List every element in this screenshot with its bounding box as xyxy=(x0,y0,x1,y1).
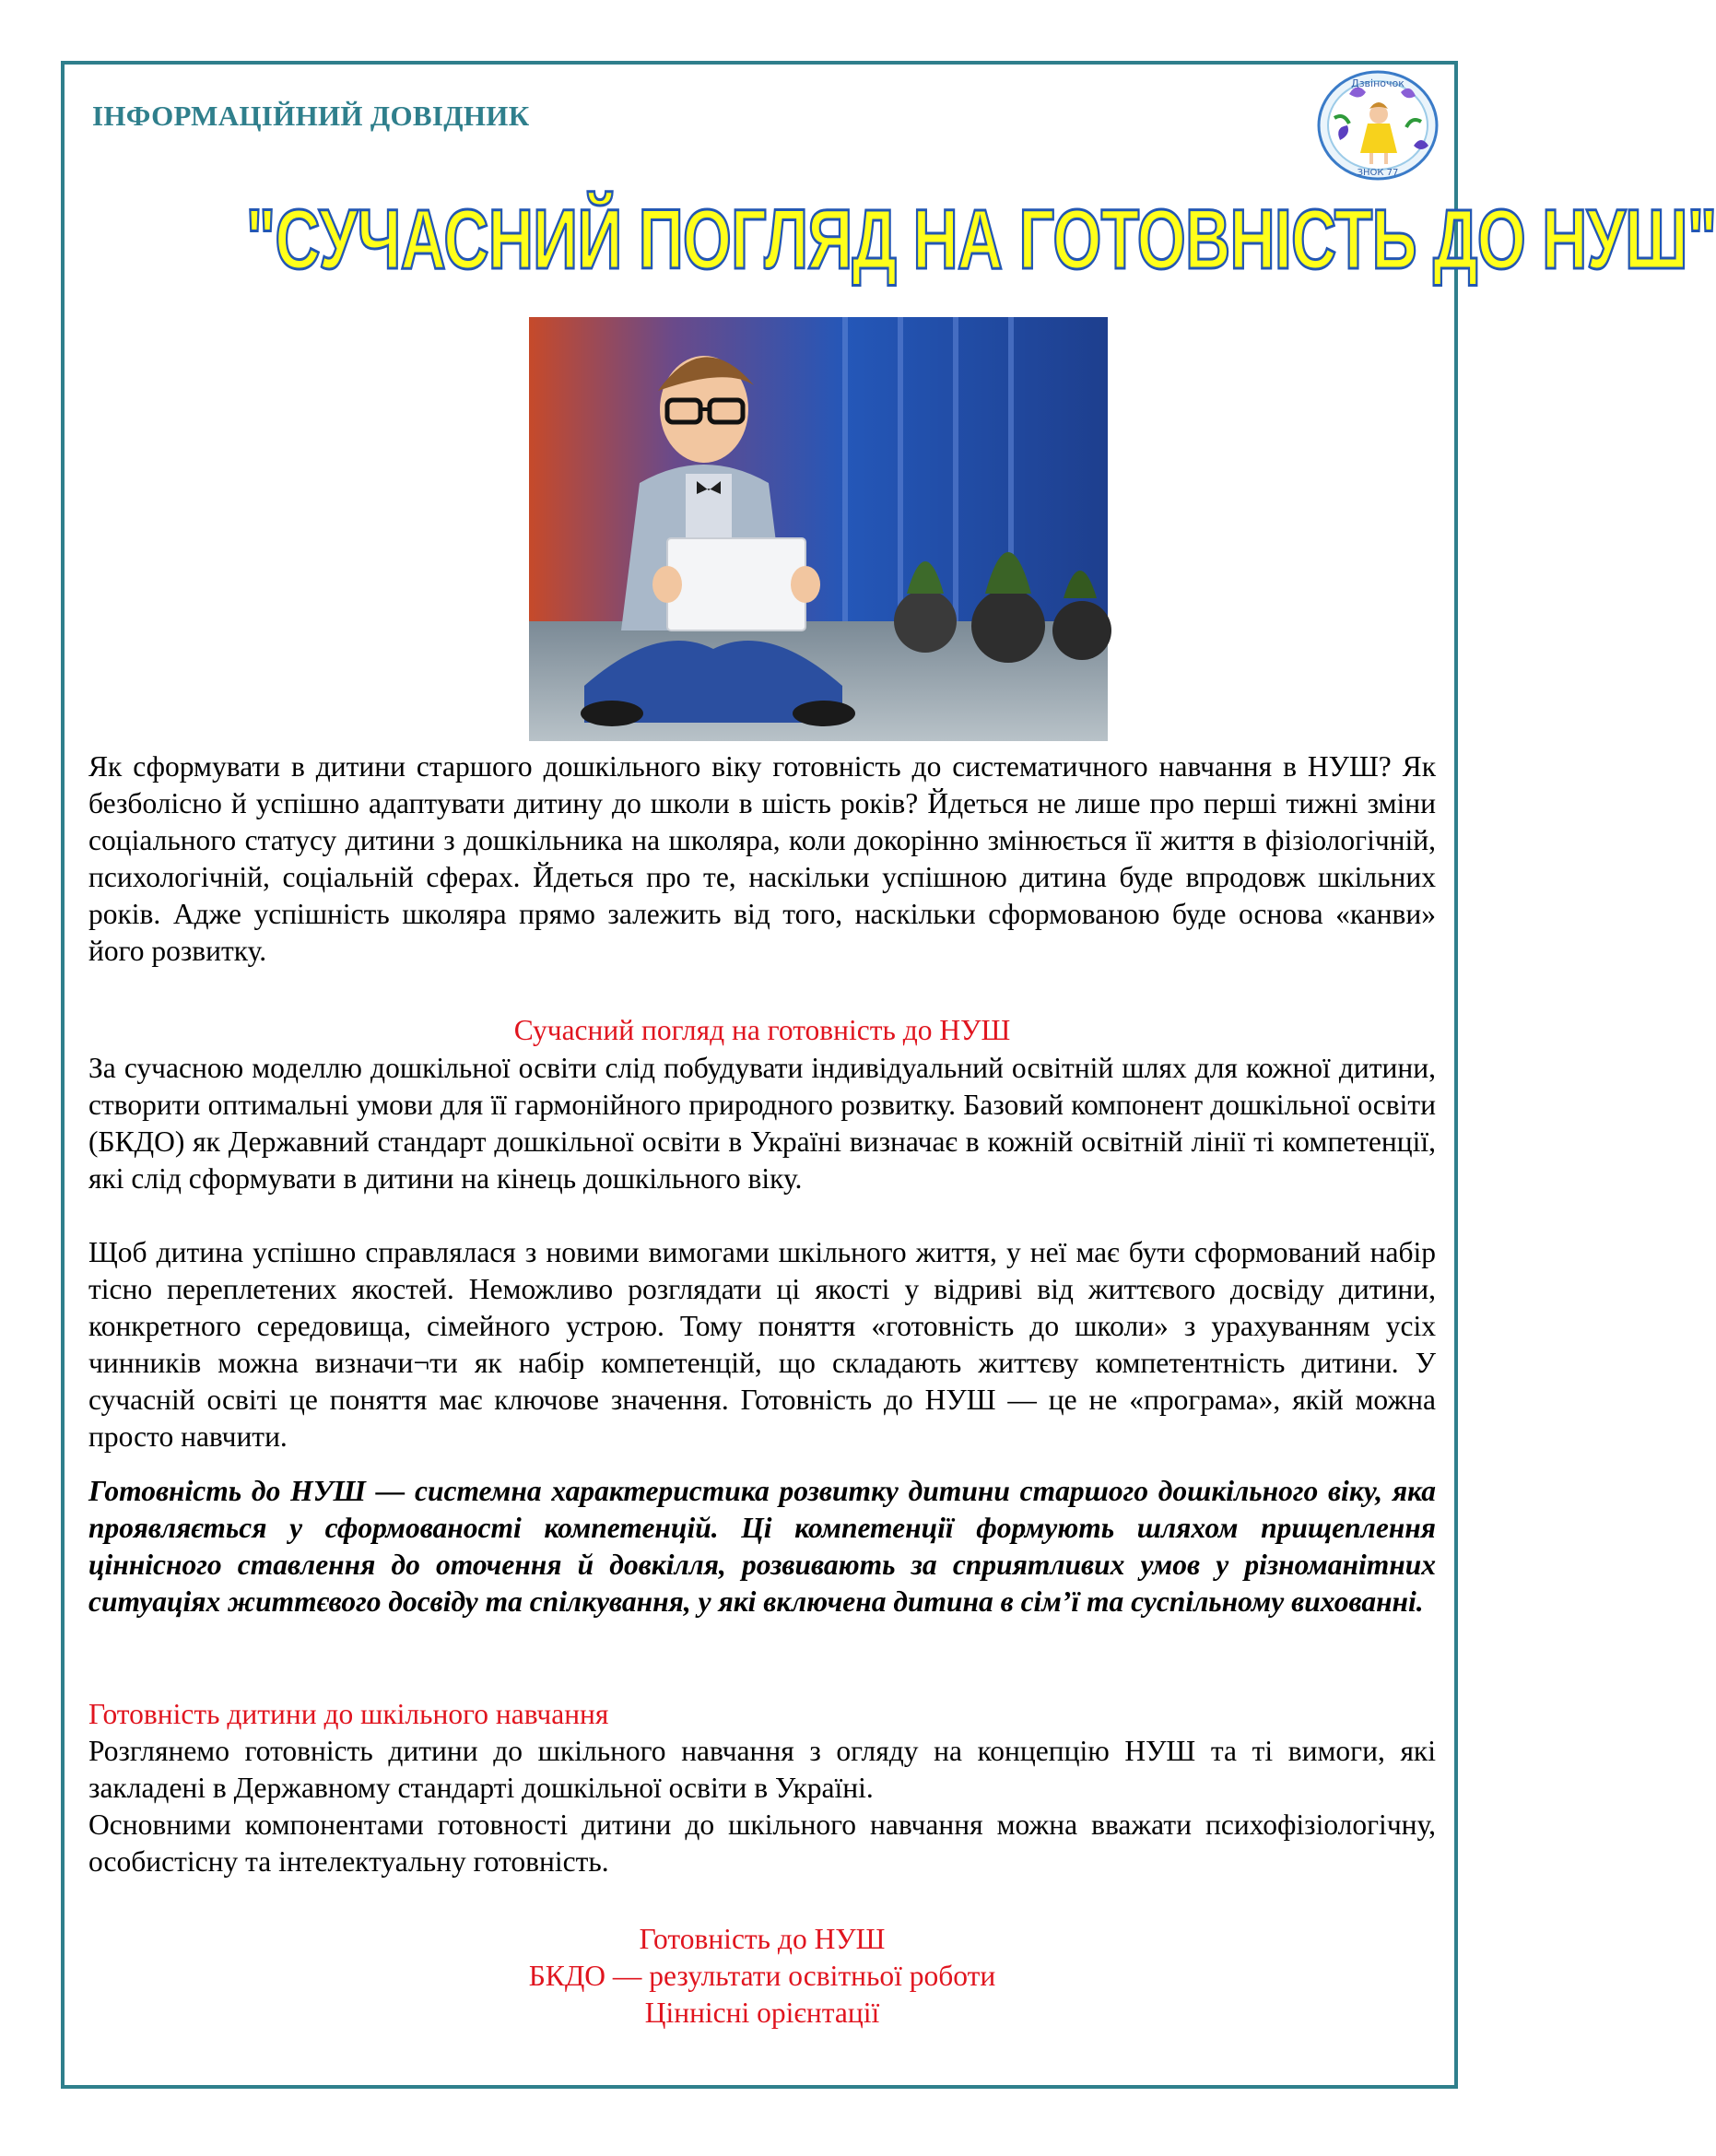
svg-text:Дзвіночок: Дзвіночок xyxy=(1351,77,1405,89)
section2-heading: Готовність дитини до шкільного навчання xyxy=(88,1698,609,1730)
main-title: "СУЧАСНИЙ ПОГЛЯД НА ГОТОВНІСТЬ ДО НУШ" xyxy=(245,193,1716,287)
footer-line-3: Ціннісні орієнтації xyxy=(644,1997,880,2029)
section1-paragraph-2: Щоб дитина успішно справлялася з новими вимогами шкільного життя, у неї має бути сформований набір тісно переплетених якостей. Неможливо розглядати ці якості у відриві від життєвого досвіду дитини, конкретного середовища, сімейного устрою. Тому поняття «готовність до школи» з урахуванням усіх чинників можна визначи¬ти як набір компетенцій, що складають життєву компетентність дитини. У сучасній освіті це поняття має ключове значення. Готовність до НУШ — це не «програма», якій можна просто навчити. xyxy=(88,1236,1436,1453)
footer-line-2: БКДО — результати освітньої роботи xyxy=(528,1960,996,1992)
boy-with-laptop-photo xyxy=(529,317,1108,741)
intro-paragraph: Як сформувати в дитини старшого дошкільного віку готовність до систематичного навчання в НУШ? Як безболісно й успішно адаптувати дитину до школи в шість років? Йдеться не лише про перші тижні зміни соціального статусу дитини з дошкільника на школяра, коли докорінно змінюється її життя в фізіологічній, психологічній, соціальній сферах. Йдеться про те, наскільки успішною дитина буде впродовж шкільних років. Адже успішність школяра прямо залежить від того, наскільки сформованою буде основа «канви» його розвитку. xyxy=(88,750,1436,967)
footer-line-1: Готовність до НУШ xyxy=(639,1923,886,1955)
svg-text:ЗНОК 77: ЗНОК 77 xyxy=(1357,168,1399,178)
section1-definition: Готовність до НУШ — системна характеристика розвитку дитини старшого дошкільного віку, яка проявляється у сформованості компетенцій. Ці компетенції формують шляхом прищеплення ціннісного ставлення до оточення й довкілля, розвивають за сприятливих умов у різноманітних ситуаціях життєвого досвіду та спілкування, у які включена дитина в сім’ї та суспільному вихованні. xyxy=(88,1475,1436,1618)
section1-paragraph-1: За сучасною моделлю дошкільної освіти слід побудувати індивідуальний освітній шлях для кожної дитини, створити оптимальні умови для її гармонійного природного розвитку. Базовий компонент дошкільної освіти (БКДО) як Державний стандарт дошкільної освіти в Україні визначає в кожній освітній лінії ті компетенції, які слід сформувати в дитини на кінець дошкільного віку. xyxy=(88,1052,1436,1195)
document-type-label: ІНФОРМАЦІЙНИЙ ДОВІДНИК xyxy=(92,100,530,132)
section2-paragraph-2: Основними компонентами готовності дитини до шкільного навчання можна вважати психофізіологічну, особистісну та інтелектуальну готовність. xyxy=(88,1808,1436,1878)
section2-paragraph-1: Розглянемо готовність дитини до шкільного навчання з огляду на концепцію НУШ та ті вимоги, які закладені в Державному стандарті дошкільної освіти в Україні. xyxy=(88,1735,1436,1804)
kindergarten-logo xyxy=(1312,66,1443,184)
section1-heading: Сучасний погляд на готовність до НУШ xyxy=(513,1014,1011,1046)
